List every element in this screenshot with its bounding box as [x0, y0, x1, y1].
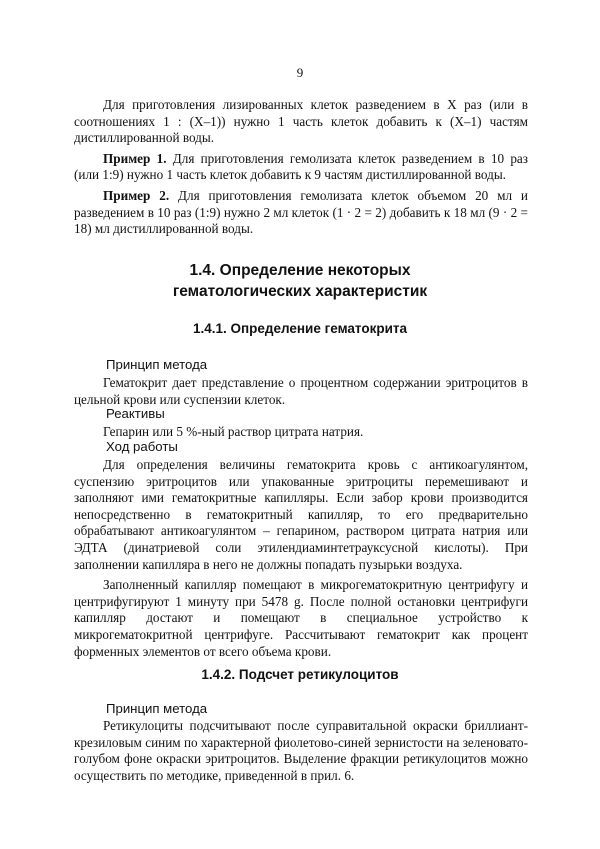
hematocrit-principle-text: Гематокрит дает представление о процентном содержании эритроцитов в цельной крови или суспензии клеток.	[74, 375, 528, 407]
section-heading	[0, 260, 600, 302]
reticulocyte-principle-block	[74, 718, 528, 784]
example-1-paragraph	[74, 151, 528, 184]
reagents-label: Реактивы	[106, 406, 165, 421]
intro-paragraph: Для приготовления лизированных клеток разведением в X раз (или в соотношениях 1 : (X–1)) нужно 1 часть клеток добавить к (X–1) частям дистиллированной воды.	[74, 97, 528, 146]
page-number: 9	[296, 65, 304, 80]
hematocrit-principle-block	[74, 375, 528, 408]
section-heading-line-2: гематологических характеристик	[172, 283, 428, 300]
example-2-text: Для приготовления гемолизата клеток объемом 20 мл и разведением в 10 раз (1:9) нужно 2 мл клеток (1 · 2 = 2) добавить к 18 мл (9 · 2 = 18) мл дистиллированной воды.	[74, 187, 528, 237]
example-1-text: Для приготовления гемолизата клеток разведением в 10 раз (или 1:9) нужно 1 часть клеток добавить к 9 частям дистиллированной воды.	[74, 150, 528, 183]
procedure-label: Ход работы	[106, 439, 178, 454]
example-2-paragraph	[74, 188, 528, 238]
procedure-paragraph-1: Для определения величины гематокрита кровь с антикоагулянтом, суспензию эритроцитов или упакованные эритроциты перемешивают и заполняют ими гематокритные капилляры. Если забор крови производится непосредственно в гематокритный капилляр, то его предварительно обрабатывают антикоагулянтом – гепарином, раствором цитрата натрия или ЭДТА (динатриевой соли этилендиаминтетрауксусной кислоты). При заполнении капилляра в него не должны попадать пузырьки воздуха.	[74, 457, 528, 572]
intro-block	[74, 97, 528, 238]
reticulocyte-principle-text: Ретикулоциты подсчитывают после суправитальной окраски бриллиант-крезиловым синим по характерной фиолетово-синей зернистости на зеленовато-голубом фоне окраски эритроцитов. Выделение фракции ретикулоцитов можно осуществить по методике, приведенной в прил. 6.	[74, 718, 528, 783]
example-2-label: Пример 2.	[103, 187, 170, 203]
subsection-2-heading: 1.4.2. Подсчет ретикулоцитов	[201, 667, 399, 682]
example-1-label: Пример 1.	[103, 150, 167, 166]
procedure-block	[74, 457, 528, 660]
subsection-1-heading: 1.4.1. Определение гематокрита	[192, 321, 407, 336]
procedure-paragraph-2: Заполненный капилляр помещают в микрогематокритную центрифугу и центрифугируют 1 минуту при 5478 g. После полной остановки центрифуги капилляр достают и помещают в специальное устройство к микрогематокритной центрифуге. Рассчитывают гематокрит как процент форменных элементов от всего объема крови.	[74, 577, 528, 659]
reticulocyte-principle-label: Принцип метода	[106, 701, 208, 716]
reagents-text: Гепарин или 5 %-ный раствор цитрата натрия.	[103, 424, 364, 439]
section-heading-line-1: 1.4. Определение некоторых	[189, 262, 411, 279]
hematocrit-principle-label: Принцип метода	[106, 357, 208, 372]
